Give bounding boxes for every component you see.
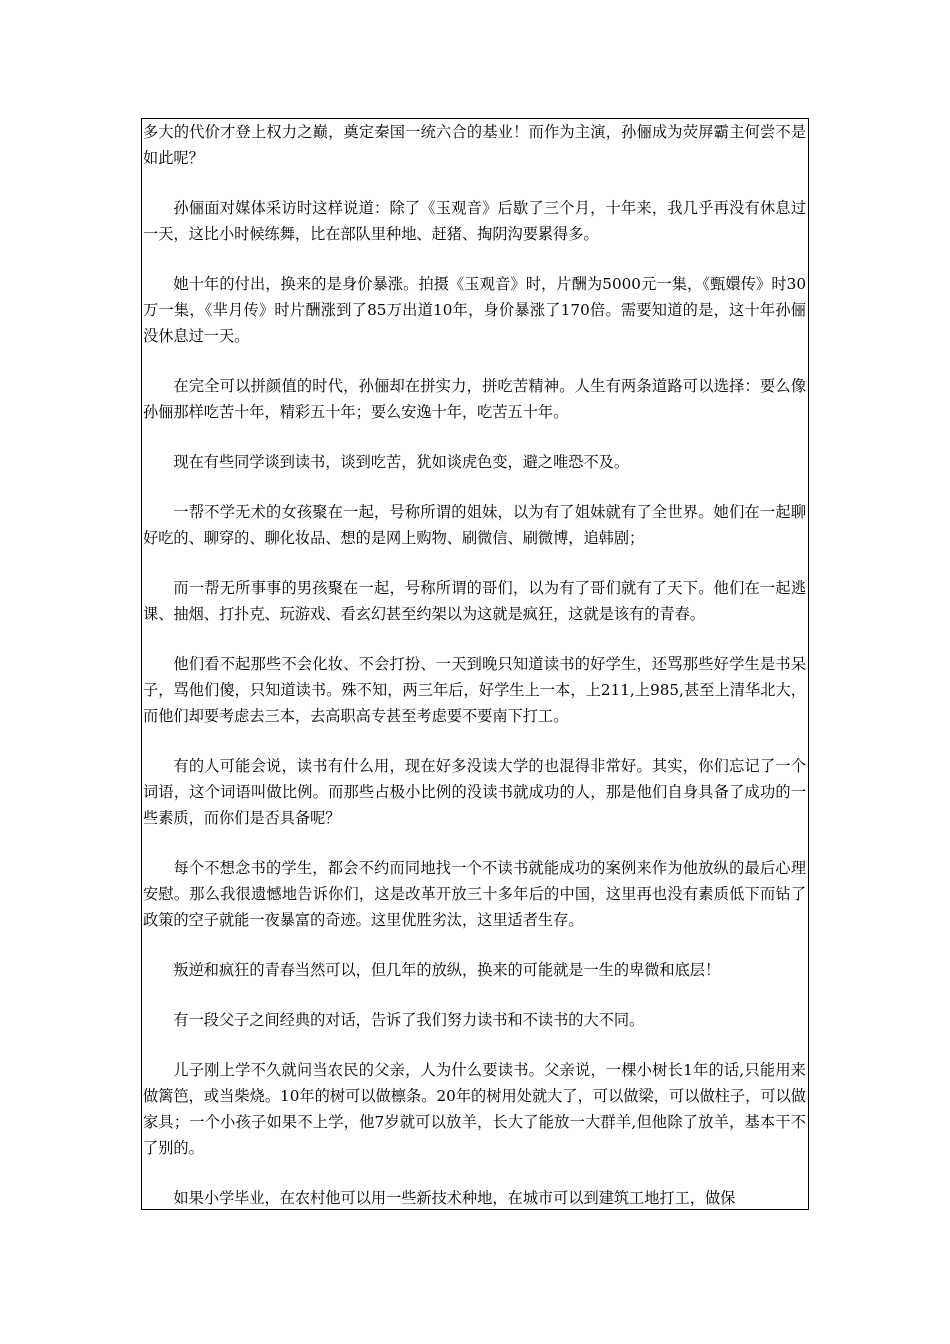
body-paragraph: 现在有些同学谈到读书，谈到吃苦，犹如谈虎色变，避之唯恐不及。 <box>173 453 630 471</box>
body-paragraph: 他们看不起那些不会化妆、不会打扮、一天到晚只知道读书的好学生，还骂那些好学生是书呆子，骂他们傻，只知道读书。殊不知，两三年后，好学生上一本，上211,上985,甚至上清华北大，而他们却要考虑去三本，去高职高专甚至考虑要不要南下打工。 <box>143 655 806 725</box>
document-body <box>142 119 808 1210</box>
body-paragraph: 如果小学毕业，在农村他可以用一些新技术种地，在城市可以到建筑工地打工，做保 <box>173 1189 736 1207</box>
body-paragraph: 有的人可能会说，读书有什么用，现在好多没读大学的也混得非常好。其实，你们忘记了一个词语，这个词语叫做比例。而那些占极小比例的没读书就成功的人，那是他们自身具备了成功的一些素质，而你们是否具备呢？ <box>143 757 806 827</box>
body-paragraph: 她十年的付出，换来的是身价暴涨。拍摄《玉观音》时，片酬为5000元一集，《甄嬛传》时30万一集，《芈月传》时片酬涨到了85万出道10年，身价暴涨了170倍。需要知道的是，这十年孙俪没休息过一天。 <box>143 275 806 345</box>
body-paragraph: 在完全可以拼颜值的时代，孙俪却在拼实力，拼吃苦精神。人生有两条道路可以选择：要么像孙俪那样吃苦十年，精彩五十年；要么安逸十年，吃苦五十年。 <box>143 377 806 421</box>
document-frame <box>141 118 809 1210</box>
body-paragraph: 有一段父子之间经典的对话，告诉了我们努力读书和不读书的大不同。 <box>173 1011 645 1029</box>
body-paragraph: 每个不想念书的学生，都会不约而同地找一个不读书就能成功的案例来作为他放纵的最后心理安慰。那么我很遗憾地告诉你们，这是改革开放三十多年后的中国，这里再也没有素质低下而钻了政策的空子就能一夜暴富的奇迹。这里优胜劣汰，这里适者生存。 <box>143 859 806 929</box>
body-paragraph: 一帮不学无术的女孩聚在一起，号称所谓的姐妹，以为有了姐妹就有了全世界。她们在一起聊好吃的、聊穿的、聊化妆品、想的是网上购物、刷微信、刷微博，追韩剧； <box>143 503 806 547</box>
body-paragraph: 叛逆和疯狂的青春当然可以，但几年的放纵，换来的可能就是一生的卑微和底层！ <box>173 961 721 979</box>
body-paragraph: 而一帮无所事事的男孩聚在一起，号称所谓的哥们，以为有了哥们就有了天下。他们在一起逃课、抽烟、打扑克、玩游戏、看玄幻甚至约架以为这就是疯狂，这就是该有的青春。 <box>143 579 806 623</box>
body-paragraph: 孙俪面对媒体采访时这样说道：除了《玉观音》后歇了三个月，十年来，我几乎再没有休息过一天，这比小时候练舞，比在部队里种地、赶猪、掏阴沟要累得多。 <box>143 199 806 243</box>
body-paragraph: 儿子刚上学不久就问当农民的父亲，人为什么要读书。父亲说，一棵小树长1年的话,只能用来做篱笆，或当柴烧。10年的树可以做檩条。20年的树用处就大了，可以做梁，可以做柱子，可以做家具；一个小孩子如果不上学，他7岁就可以放羊，长大了能放一大群羊,但他除了放羊，基本干不了别的。 <box>143 1061 806 1157</box>
body-paragraph: 多大的代价才登上权力之巅，奠定秦国一统六合的基业！而作为主演，孙俪成为荧屏霸主何尝不是如此呢？ <box>143 123 806 167</box>
